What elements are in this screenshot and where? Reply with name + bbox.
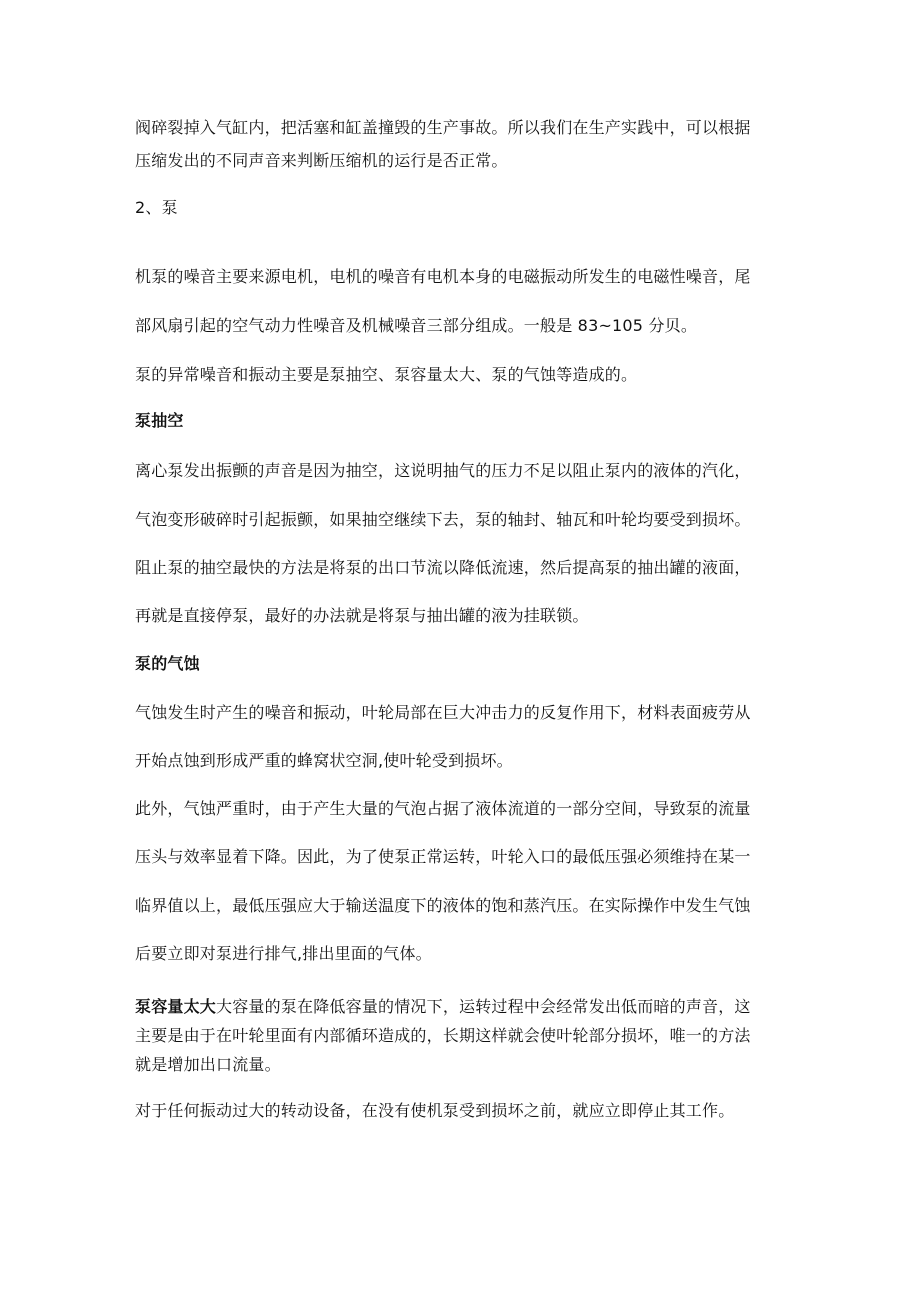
heading-pump-oversize: 泵容量太大 <box>135 997 217 1016</box>
pump-erosion-line-5: 临界值以上，最低压强应大于输送温度下的液体的饱和蒸汽压。在实际操作中发生气蚀 <box>135 896 751 915</box>
pump-empty-line-1: 离心泵发出振颤的声音是因为抽空，这说明抽气的压力不足以阻止泵内的液体的汽化， <box>135 461 751 480</box>
pump-erosion-line-4: 压头与效率显着下降。因此，为了使泵正常运转，叶轮入口的最低压强必须维持在某一 <box>135 847 751 866</box>
heading-pump-erosion: 泵的气蚀 <box>135 654 200 673</box>
pump-oversize-line-3: 就是增加出口流量。 <box>135 1055 281 1074</box>
pump-noise-line-2: 部风扇引起的空气动力性噪音及机械噪音三部分组成。一般是 83~105 分贝。 <box>135 316 698 335</box>
pump-erosion-line-3: 此外，气蚀严重时，由于产生大量的气泡占据了液体流道的一部分空间，导致泵的流量 <box>135 799 751 818</box>
pump-empty-line-2: 气泡变形破碎时引起振颤，如果抽空继续下去，泵的轴封、轴瓦和叶轮均要受到损坏。 <box>135 510 751 529</box>
pump-erosion-line-2: 开始点蚀到形成严重的蜂窝状空洞,使叶轮受到损坏。 <box>135 751 513 770</box>
pump-noise-line-1: 机泵的噪音主要来源电机，电机的噪音有电机本身的电磁振动所发生的电磁性噪音，尾 <box>135 267 751 286</box>
pump-empty-line-3: 阻止泵的抽空最快的方法是将泵的出口节流以降低流速，然后提高泵的抽出罐的液面， <box>135 558 751 577</box>
pump-erosion-line-1: 气蚀发生时产生的噪音和振动，叶轮局部在巨大冲击力的反复作用下，材料表面疲劳从 <box>135 703 751 722</box>
pump-empty-line-4: 再就是直接停泵，最好的办法就是将泵与抽出罐的液为挂联锁。 <box>135 606 589 625</box>
pump-noise-line-3: 泵的异常噪音和振动主要是泵抽空、泵容量太大、泵的气蚀等造成的。 <box>135 365 638 384</box>
pump-oversize-line-1 <box>135 996 795 1018</box>
section-heading-pump: 2、泵 <box>135 198 178 217</box>
pump-oversize-line-1-text: 大容量的泵在降低容量的情况下，运转过程中会经常发出低而暗的声音，这 <box>216 997 751 1016</box>
intro-line-2: 压缩发出的不同声音来判断压缩机的运行是否正常。 <box>135 151 508 170</box>
closing-line-1: 对于任何振动过大的转动设备，在没有使机泵受到损坏之前，就应立即停止其工作。 <box>135 1101 735 1120</box>
intro-line-1: 阀碎裂掉入气缸内，把活塞和缸盖撞毁的生产事故。所以我们在生产实践中，可以根据 <box>135 118 751 137</box>
pump-erosion-line-6: 后要立即对泵进行排气,排出里面的气体。 <box>135 944 432 963</box>
pump-oversize-line-2: 主要是由于在叶轮里面有内部循环造成的，长期这样就会使叶轮部分损坏，唯一的方法 <box>135 1026 751 1045</box>
heading-pump-empty: 泵抽空 <box>135 411 184 430</box>
